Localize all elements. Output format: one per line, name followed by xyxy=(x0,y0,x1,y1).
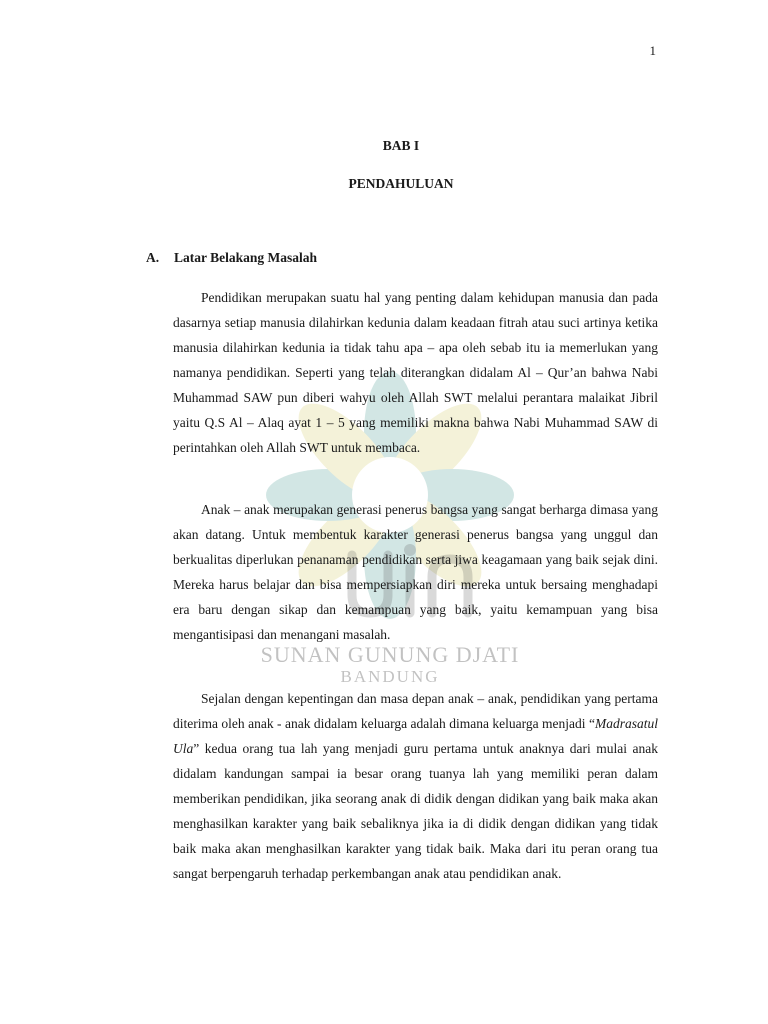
paragraph-2: Anak – anak merupakan generasi penerus bangsa yang sangat berharga dimasa yang akan datang. Untuk membentuk karakter generasi penerus bangsa yang unggul dan berkualitas diperlukan penanaman pendidikan serta jiwa keagamaan yang baik sejak dini. Mereka harus belajar dan bisa mempersiapkan diri mereka untuk bersaing menghadapi era baru dengan sikap dan kemampuan yang baik, yaitu kemampuan yang bisa mengantisipasi dan menangani masalah. xyxy=(173,502,658,642)
paragraph-3-part-1: Sejalan dengan kepentingan dan masa depan anak – anak, pendidikan yang pertama diterima oleh anak - anak didalam keluarga adalah dimana keluarga menjadi “ xyxy=(173,691,658,731)
page-number: 1 xyxy=(649,43,656,58)
section-heading xyxy=(146,250,317,266)
paragraph-3 xyxy=(173,686,658,886)
paragraph-1: Pendidikan merupakan suatu hal yang penting dalam kehidupan manusia dan pada dasarnya setiap manusia dilahirkan kedunia dalam keadaan fitrah atau suci artinya ketika manusia dilahirkan kedunia ia tidak tahu apa – apa oleh sebab itu ia memerlukan yang namanya pendidikan. Seperti yang telah diterangkan didalam Al – Qur’an bahwa Nabi Muhammad SAW pun diberi wahyu oleh Allah SWT melalui perantara malaikat Jibril yaitu Q.S Al – Alaq ayat 1 – 5 yang memiliki makna bahwa Nabi Muhammad SAW di perintahkan oleh Allah SWT untuk membaca. xyxy=(173,290,658,455)
watermark-university-name: SUNAN GUNUNG DJATI xyxy=(260,642,520,667)
chapter-title: PENDAHULUAN xyxy=(348,176,454,191)
section-number: A. xyxy=(146,250,160,265)
paragraph-3-part-2: ” kedua orang tua lah yang menjadi guru pertama untuk anaknya dari mulai anak didalam kandungan sampai ia besar orang tuanya lah yang memiliki peran dalam memberikan pendidikan, jika seorang anak di didik dengan didikan yang baik maka akan menghasilkan karakter yang baik sebaliknya jika ia di didik dengan didikan yang tidak baik maka akan menghasilkan karakter yang tidak baik. Maka dari itu peran orang tua sangat berpengaruh terhadap perkembangan anak atau pendidikan anak. xyxy=(173,741,658,881)
paragraph-3-italic-term: Madrasatul Ula xyxy=(173,716,658,756)
watermark-city: BANDUNG xyxy=(340,667,440,686)
chapter-number: BAB I xyxy=(382,138,420,153)
section-title: Latar Belakang Masalah xyxy=(174,250,318,265)
